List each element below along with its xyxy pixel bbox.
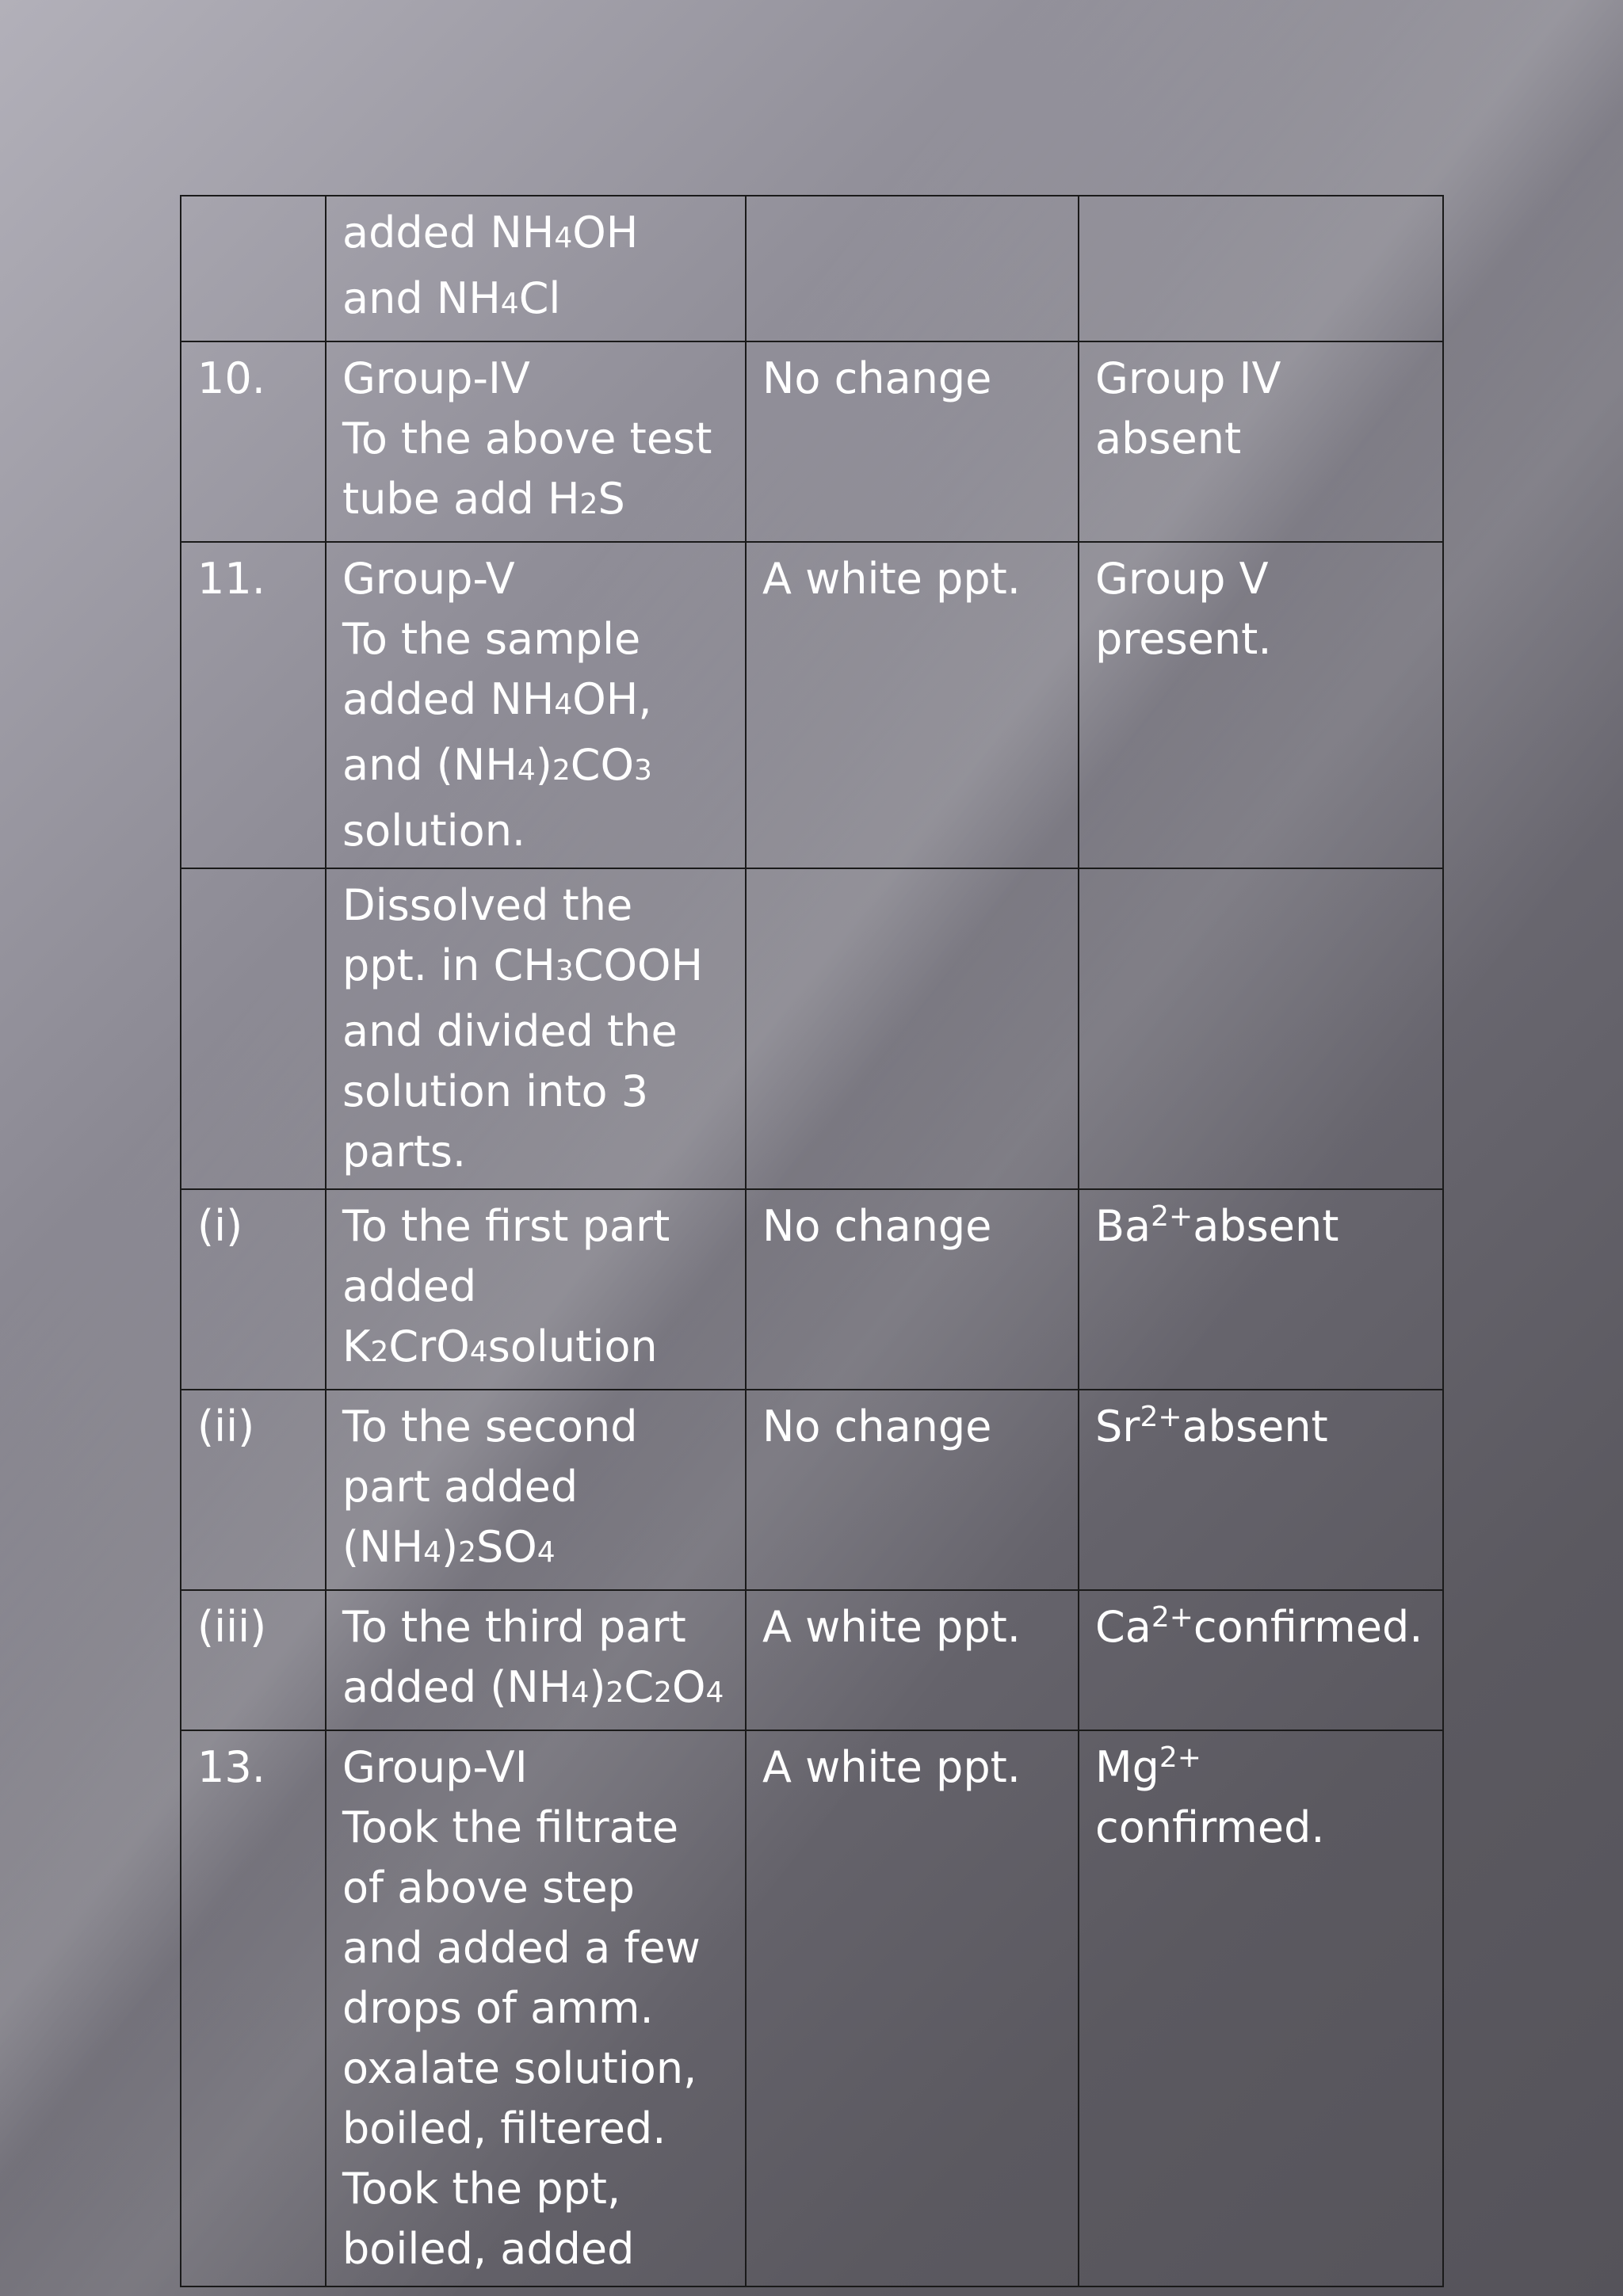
inference-cell: [1079, 868, 1443, 1189]
experiment-line: oxalate solution,: [342, 2043, 697, 2093]
inference-cell: $Ba^{2+}absent$: [1079, 1189, 1443, 1390]
table-row: [181, 1390, 1443, 1590]
observation-cell: [746, 868, 1079, 1189]
experiment-line: added NH4OH,: [342, 674, 652, 724]
table-body: [181, 196, 1443, 2286]
inference-cell: [1079, 196, 1443, 341]
experiment-line: and added a few: [342, 1923, 701, 1973]
experiment-line: Group-IV: [342, 353, 530, 403]
observation-cell: [746, 196, 1079, 341]
experiment-line: To the third part: [342, 1602, 686, 1652]
experiment-cell: [326, 1189, 746, 1390]
experiment-line: boiled, fltered.: [342, 2103, 666, 2153]
experiment-line: Group-VI: [342, 1742, 528, 1792]
table-row: [181, 1590, 1443, 1730]
step-number: (ii): [181, 1390, 326, 1590]
experiment-line: added NH4OH: [342, 208, 639, 257]
experiment-cell: [326, 542, 746, 868]
experiment-cell: [326, 868, 746, 1189]
experiment-line: To the above test: [342, 414, 712, 463]
table-row: [181, 341, 1443, 542]
step-number: [181, 868, 326, 1189]
table-row: [181, 1730, 1443, 2286]
experiment-line: tube add H2S: [342, 474, 625, 524]
experiment-line: To the sample: [342, 614, 641, 664]
inference-cell: $Sr^{2+}absent$: [1079, 1390, 1443, 1590]
experiment-cell: [326, 1590, 746, 1730]
step-number: (i): [181, 1189, 326, 1390]
experiment-line: parts.: [342, 1127, 467, 1177]
inference-cell: Group V present.: [1079, 542, 1443, 868]
experiment-line: boiled, added: [342, 2224, 635, 2274]
table-row: [181, 542, 1443, 868]
inference-cell: $Ca^{2+}confrmed$.: [1079, 1590, 1443, 1730]
experiment-line: Group-V: [342, 554, 515, 604]
table-row: [181, 1189, 1443, 1390]
observation-cell: No change: [746, 1189, 1079, 1390]
experiment-cell: [326, 1390, 746, 1590]
qualitative-analysis-table: [180, 195, 1444, 2287]
experiment-line: To the frst part: [342, 1201, 670, 1251]
experiment-line: Took the fltrate: [342, 1802, 679, 1852]
step-number: 13.: [181, 1730, 326, 2286]
experiment-line: Took the ppt,: [342, 2164, 621, 2214]
experiment-line: drops of amm.: [342, 1983, 654, 2033]
experiment-line: added (NH4)2C2O4: [342, 1662, 724, 1712]
experiment-line: solution into 3: [342, 1066, 649, 1116]
experiment-line: part added: [342, 1462, 579, 1512]
inference-cell: $Mg^{2+}$ confrmed.: [1079, 1730, 1443, 2286]
step-number: (iii): [181, 1590, 326, 1730]
observation-cell: A white ppt.: [746, 1730, 1079, 2286]
step-number: 11.: [181, 542, 326, 868]
experiment-line: Dissolved the: [342, 880, 633, 930]
step-number: [181, 196, 326, 341]
experiment-cell: [326, 1730, 746, 2286]
observation-cell: A white ppt.: [746, 1590, 1079, 1730]
experiment-line: K2CrO4solution: [342, 1322, 658, 1371]
experiment-line: solution.: [342, 806, 526, 856]
observation-cell: A white ppt.: [746, 542, 1079, 868]
table-row: [181, 196, 1443, 341]
experiment-line: and divided the: [342, 1006, 678, 1056]
table-row: [181, 868, 1443, 1189]
experiment-line: (NH4)2SO4: [342, 1522, 556, 1572]
observation-cell: No change: [746, 341, 1079, 542]
experiment-line: and NH4Cl: [342, 273, 561, 323]
experiment-line: and (NH4)2CO3: [342, 740, 652, 790]
experiment-line: To the second: [342, 1402, 638, 1451]
experiment-line: ppt. in CH3COOH: [342, 940, 704, 990]
experiment-cell: [326, 341, 746, 542]
experiment-line: of above step: [342, 1863, 635, 1913]
experiment-cell: [326, 196, 746, 341]
experiment-line: added: [342, 1261, 477, 1311]
step-number: 10.: [181, 341, 326, 542]
observation-cell: No change: [746, 1390, 1079, 1590]
inference-cell: Group IV absent: [1079, 341, 1443, 542]
